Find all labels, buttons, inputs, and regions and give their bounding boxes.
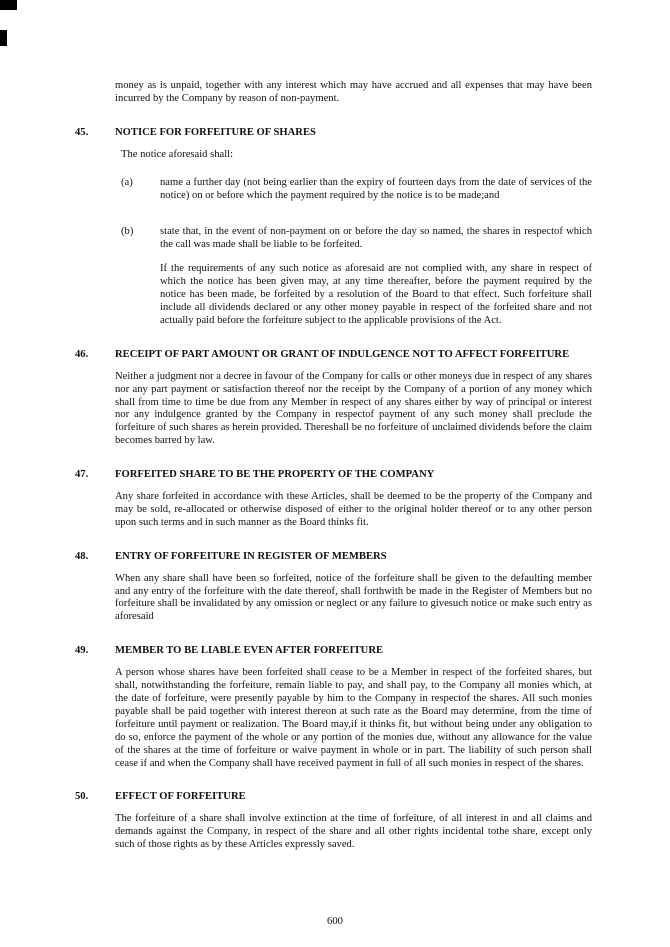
section-lead: The notice aforesaid shall: [121,148,234,160]
page-number: 600 [327,916,343,927]
section-title: ENTRY OF FORFEITURE IN REGISTER OF MEMBERS [115,550,387,562]
section-body: A person whose shares have been forfeited shall cease to be a Member in respect of the forfeited shares, but shall, notwithstanding the forfeiture, remain liable to pay, and shall pay, to the Company all monies which, at the date of forfeiture, were presently payable by him to the Company in respectof the shares. All such monies payable shall be paid together with interest thereon at such rate as the Board may determine, from the time of forfeiture until payment or realization. The Board may,if it thinks fit, but without being under any obligation to do so, enforce the payment of the whole or any portion of the monies due, without any allowance for the value of the shares at the time of forfeiture or waive payment in whole or in part. The liability of such person shall cease if and when the Company shall have received payment in full of all such monies in respect of the shares. [115,667,592,769]
section-heading [75,791,592,804]
section-46 [75,349,592,448]
section-title: FORFEITED SHARE TO BE THE PROPERTY OF THE COMPANY [115,469,435,481]
list-label: (b) [121,226,134,238]
section-number: 45. [75,126,89,138]
section-number: 50. [75,791,89,803]
page-content [75,80,592,852]
list-text: name a further day (not being earlier than the expiry of fourteen days from the date of services of the notice) on or before which the payment required by the notice is to be made;and [160,176,592,201]
intro-paragraph: money as is unpaid, together with any interest which may have accrued and all expenses that may have been incurred by the Company by reason of non-payment. [115,80,592,104]
section-number: 46. [75,348,89,360]
section-heading [75,127,592,140]
section-heading [75,551,592,564]
section-body: The forfeiture of a share shall involve extinction at the time of forfeiture, of all interest in and all claims and demands against the Company, in respect of the share and all other rights incidental tothe share, except only such of those rights as by these Articles expressly saved. [115,813,592,851]
section-heading [75,645,592,658]
section-title: EFFECT OF FORFEITURE [115,791,246,803]
section-49 [75,645,592,770]
section-title: RECEIPT OF PART AMOUNT OR GRANT OF INDULGENCE NOT TO AFFECT FORFEITURE [115,348,570,360]
section-body: When any share shall have been so forfeited, notice of the forfeiture shall be given to the defaulting member and any entry of the forfeiture with the date thereof, shall forthwith be made in the Register of Members but no forfeiture shall be invalidated by any omission or neglect or any failure to givesuch notice or make such entry as aforesaid [115,572,592,623]
list-text: state that, in the event of non-payment on or before the day so named, the shares in respectof which the call was made shall be liable to be forfeited. [160,226,592,251]
scan-artifact-left-edge [0,30,7,46]
section-47 [75,469,592,530]
section-body: Neither a judgment nor a decree in favour of the Company for calls or other moneys due in respect of any shares nor any part payment or satisfaction thereof nor the receipt by the Company of a portion of any money which shall from time to time be due from any Member in respect of any shares either by way of principal or interest nor any indulgence granted by the Company in respectof payment of any such money shall preclude the forfeiture of such shares as herein provided. Thereshall be no forfeiture of unclaimed dividends before the claim becomes barred by law. [115,370,592,447]
section-note: If the requirements of any such notice as aforesaid are not complied with, any share in respect of which the notice has been given may, at any time thereafter, before the payment required by the notice has been made, be forfeited by a resolution of the Board to that effect. Such forfeiture shall include all dividends declared or any other money payable in respect of the forfeited share and not actually paid before the forfeiture subject to the applicable provisions of the Act. [160,263,592,326]
section-title: NOTICE FOR FORFEITURE OF SHARES [115,126,316,138]
scan-artifact-top-left [0,0,17,10]
section-body: Any share forfeited in accordance with these Articles, shall be deemed to be the property of the Company and may be sold, re-allocated or otherwise disposed of either to the original holder thereof or to any other person upon such terms and in such manner as the Board thinks fit. [115,491,592,528]
section-number: 47. [75,469,89,481]
section-50 [75,791,592,852]
section-heading [75,349,592,362]
section-title: MEMBER TO BE LIABLE EVEN AFTER FORFEITURE [115,645,384,657]
section-heading [75,469,592,482]
section-number: 48. [75,550,89,562]
section-48 [75,551,592,625]
section-number: 49. [75,645,89,657]
list-item-a [121,177,592,203]
section-45 [75,127,592,328]
list-label: (a) [121,176,133,188]
list-item-b [121,226,592,252]
